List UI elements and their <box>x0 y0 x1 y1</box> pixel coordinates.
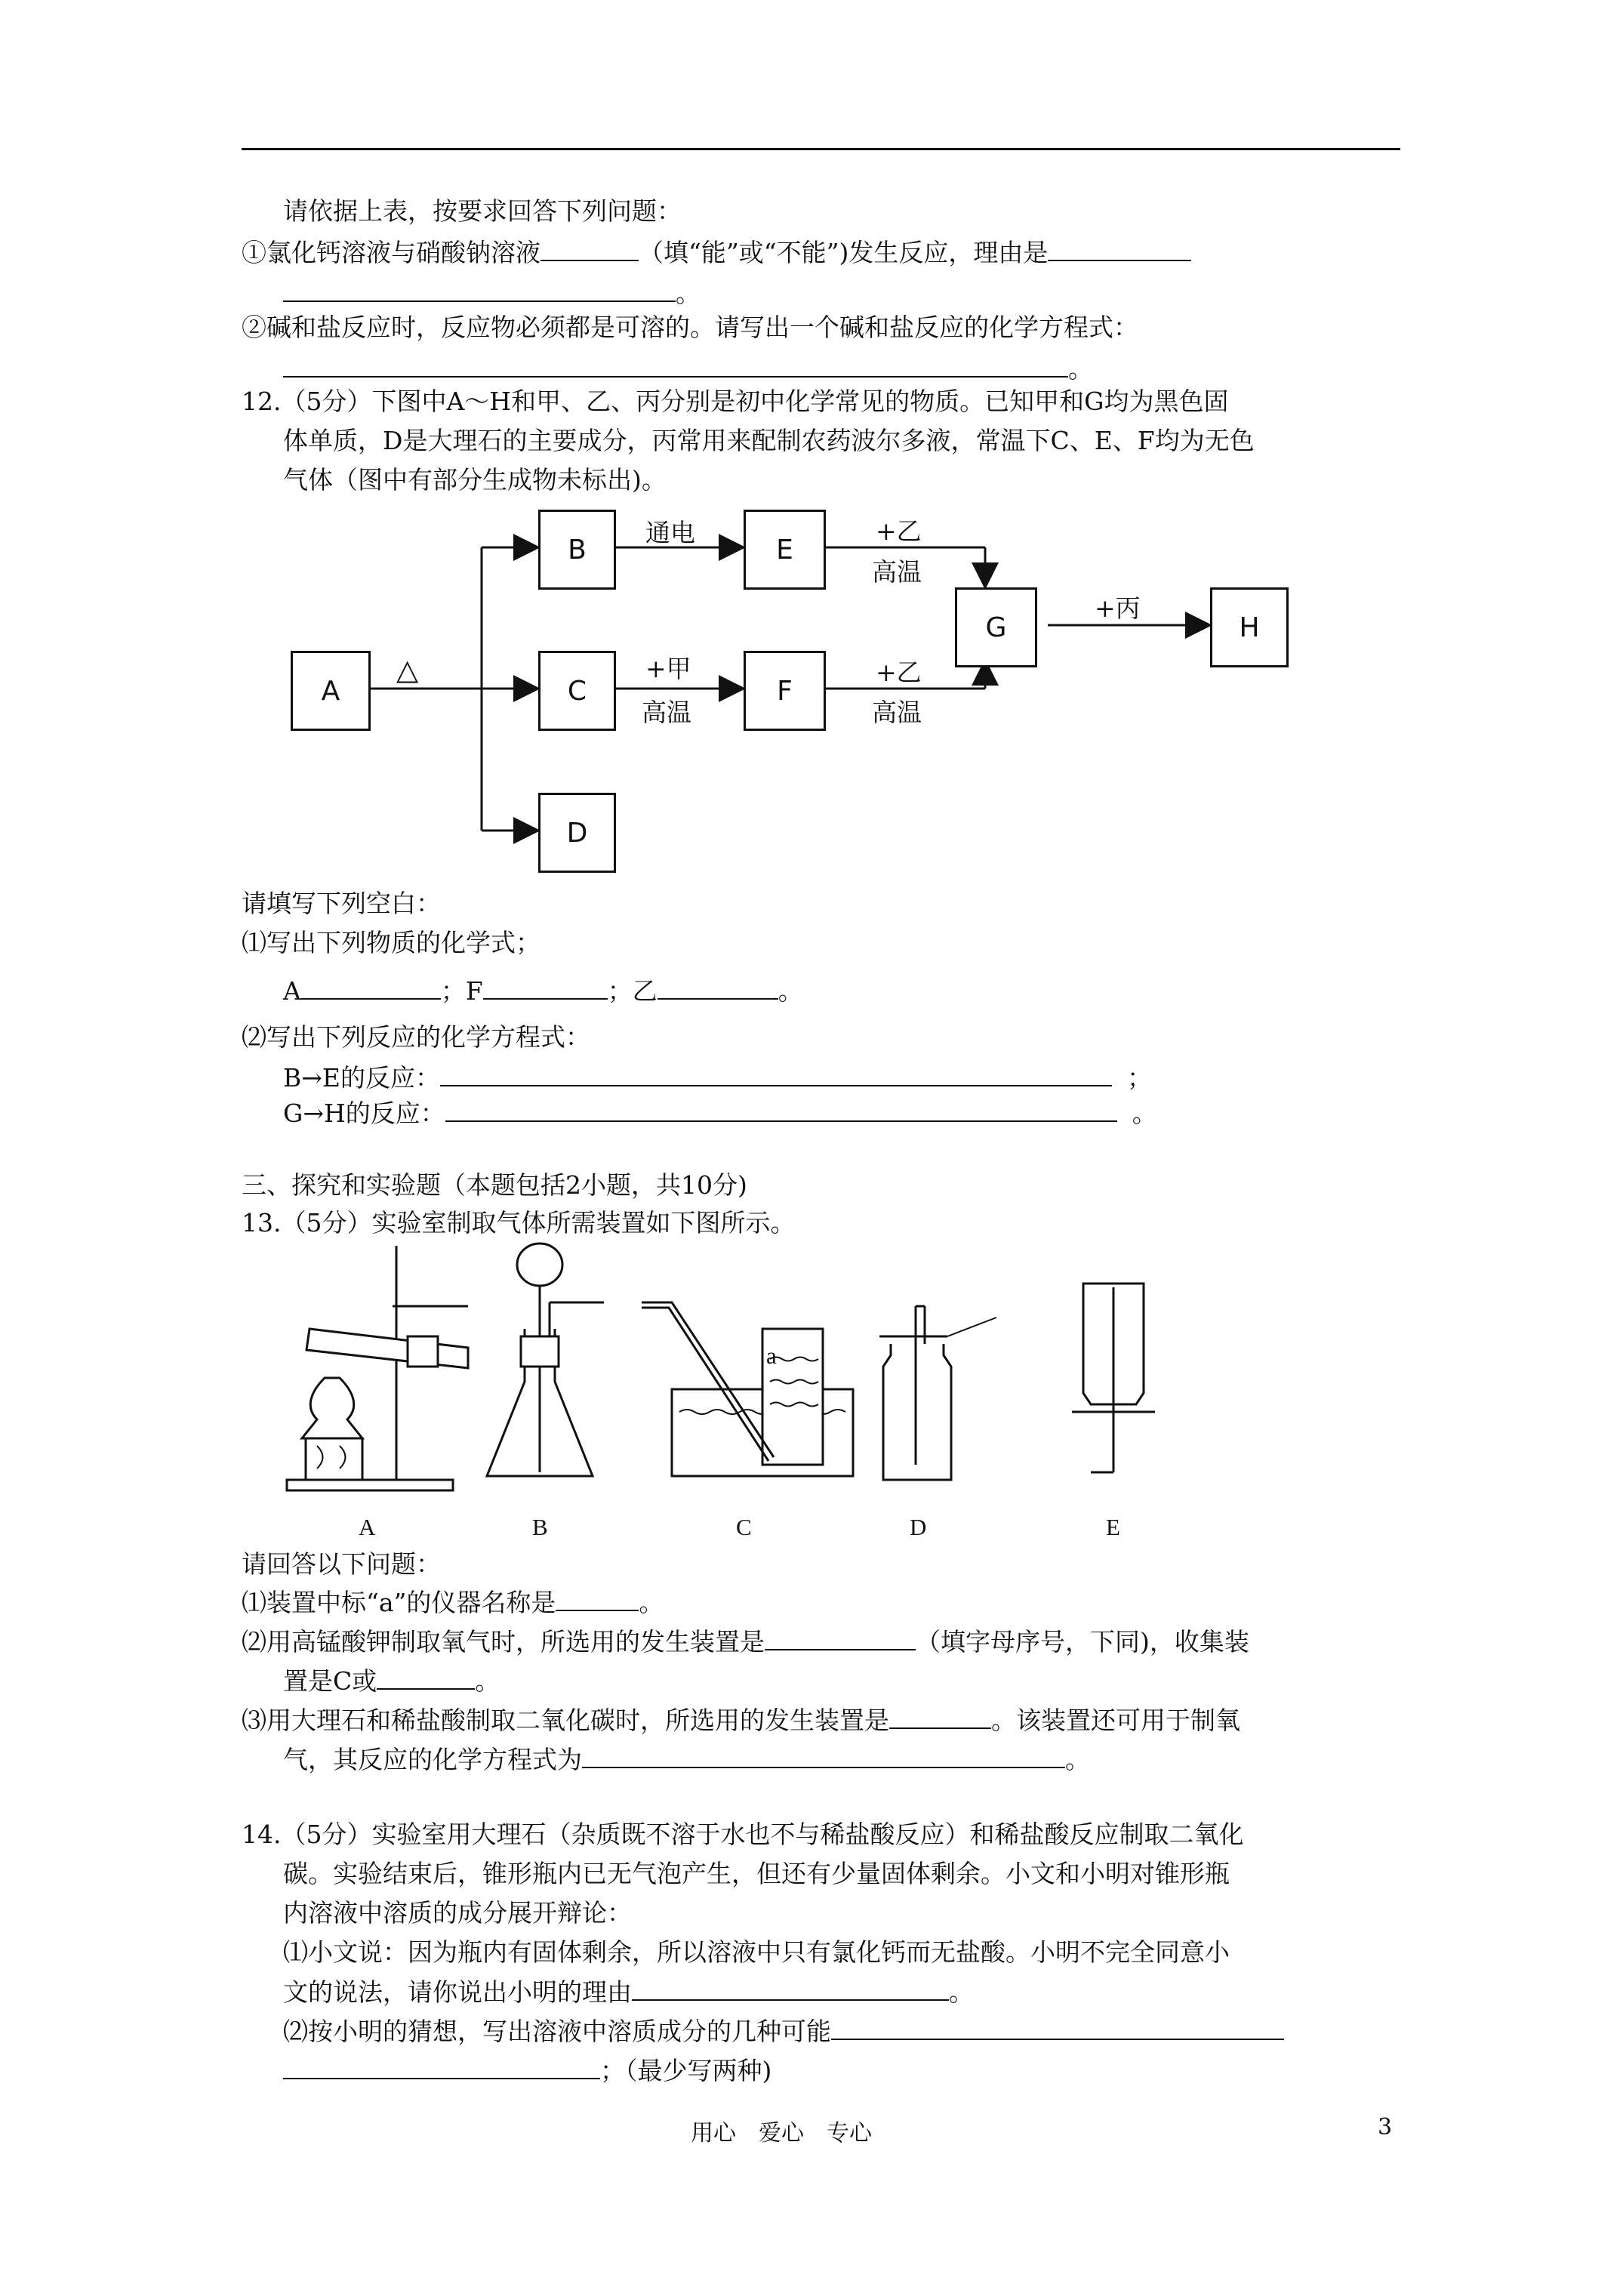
footer-motto: 用心 爱心 专心 <box>691 2120 872 2147</box>
q11-part1-text-a: ①氯化钙溶液与硝酸钠溶液 <box>242 238 540 267</box>
apparatus-a-drawing <box>287 1246 468 1490</box>
q12-stem-3: 气体（图中有部分生成物未标出)。 <box>283 465 667 495</box>
label-a: A <box>283 976 301 1006</box>
q12-sub2: ⑵写出下列反应的化学方程式： <box>242 1022 590 1052</box>
node-h: H <box>1210 587 1289 667</box>
q14-sub2-text: ⑵按小明的猜想，写出溶液中溶质成分的几种可能 <box>283 2017 831 2046</box>
answer-blank[interactable] <box>889 1703 991 1729</box>
period: 。 <box>475 1666 500 1696</box>
apparatus-d-drawing <box>879 1306 996 1480</box>
q13-sub3 <box>242 1703 1240 1737</box>
label-high-temp: 高温 <box>642 698 691 727</box>
period: 。 <box>1065 1745 1090 1774</box>
page-number: 3 <box>1378 2114 1393 2140</box>
q14-stem-1: 14.（5分）实验室用大理石（杂质既不溶于水也不与稀盐酸反应）和稀盐酸反应制取二氧化 <box>242 1820 1244 1849</box>
q11-part2-cont <box>283 352 1093 386</box>
period: 。 <box>949 1977 974 2007</box>
answer-blank[interactable] <box>440 1061 1112 1086</box>
answer-blank[interactable] <box>556 1586 639 1611</box>
period: 。 <box>639 1588 664 1617</box>
node-a: A <box>291 651 371 731</box>
label-electrolysis: 通电 <box>645 518 695 547</box>
node-d: D <box>538 793 616 873</box>
q14-sub1-text-b: 文的说法，请你说出小明的理由 <box>283 1977 632 2007</box>
apparatus-label-b: B <box>532 1514 548 1540</box>
node-b: B <box>538 510 616 590</box>
label-plus-bing: +丙 <box>1095 593 1141 623</box>
label-yi: ；乙 <box>607 976 658 1006</box>
answer-blank[interactable] <box>445 1096 1117 1122</box>
q13-stem: 13.（5分）实验室制取气体所需装置如下图所示。 <box>242 1208 796 1237</box>
apparatus-label-e: E <box>1106 1514 1120 1540</box>
answer-blank[interactable] <box>283 352 1068 378</box>
answer-blank[interactable] <box>831 2014 1284 2040</box>
answer-blank[interactable] <box>582 1743 1065 1768</box>
q13-sub3-text-b: 。该装置还可用于制氧 <box>991 1706 1240 1735</box>
answer-blank[interactable] <box>1048 236 1191 261</box>
header-rule <box>242 148 1400 150</box>
apparatus-label-c: C <box>736 1514 752 1540</box>
answer-blank[interactable] <box>765 1625 916 1650</box>
q12-fill-intro: 请填写下列空白： <box>242 889 441 918</box>
section-3-heading: 三、探究和实验题（本题包括2小题，共10分) <box>242 1170 747 1200</box>
period: 。 <box>1068 354 1093 384</box>
q13-sub1-text: ⑴装置中标“a”的仪器名称是 <box>242 1588 556 1617</box>
q13-sub1 <box>242 1586 664 1620</box>
q13-ask: 请回答以下问题： <box>242 1549 441 1579</box>
answer-blank[interactable] <box>301 974 441 1000</box>
apparatus-label-a: A <box>359 1514 376 1540</box>
label-f: ；F <box>440 976 483 1006</box>
label-high-temp: 高温 <box>872 698 922 727</box>
q13-sub2-cont <box>283 1664 500 1698</box>
q12-sub2-be <box>283 1061 1152 1095</box>
q13-sub2-text-c: 置是C或 <box>283 1666 377 1696</box>
label-plus-jia: +甲 <box>645 654 691 683</box>
q11-part1-text-b: （填“能”或“不能”)发生反应，理由是 <box>639 238 1049 267</box>
heat-symbol: △ <box>396 653 419 686</box>
q14-stem-3: 内溶液中溶质的成分展开辩论： <box>283 1898 632 1928</box>
answer-blank[interactable] <box>377 1664 475 1690</box>
q14-sub1: ⑴小文说：因为瓶内有固体剩余，所以溶液中只有氯化钙而无盐酸。小明不完全同意小 <box>283 1937 1230 1967</box>
answer-blank[interactable] <box>540 236 639 261</box>
answer-blank[interactable] <box>283 276 676 302</box>
answer-blank[interactable] <box>632 1975 949 2001</box>
q12-sub1-answers <box>283 974 803 1008</box>
apparatus-b-drawing <box>487 1244 604 1476</box>
answer-blank[interactable] <box>658 974 778 1000</box>
label-plus-yi: +乙 <box>876 658 922 687</box>
q13-sub3-text-c: 气，其反应的化学方程式为 <box>283 1745 582 1774</box>
label-high-temp: 高温 <box>872 557 922 587</box>
period: 。 <box>676 279 701 308</box>
q11-part2: ②碱和盐反应时，反应物必须都是可溶的。请写出一个碱和盐反应的化学方程式： <box>242 313 1138 342</box>
label-a-marker: a <box>766 1342 777 1369</box>
q12-stem-1: 12.（5分）下图中A～H和甲、乙、丙分别是初中化学常见的物质。已知甲和G均为黑色固 <box>242 387 1229 416</box>
q14-sub2-note: ；（最少写两种) <box>600 2056 772 2085</box>
q12-stem-2: 体单质，D是大理石的主要成分，丙常用来配制农药波尔多液，常温下C、E、F均为无色 <box>283 426 1255 455</box>
label-g-to-h: G→H的反应： <box>283 1099 445 1128</box>
apparatus-e-drawing <box>1072 1284 1155 1472</box>
node-c: C <box>538 651 616 731</box>
period: 。 <box>778 976 803 1006</box>
q13-sub3-cont <box>283 1743 1090 1777</box>
q13-sub2-text-a: ⑵用高锰酸钾制取氧气时，所选用的发生装置是 <box>242 1627 765 1657</box>
answer-blank[interactable] <box>483 974 608 1000</box>
q11-part1-cont <box>283 276 701 310</box>
q13-sub3-text-a: ⑶用大理石和稀盐酸制取二氧化碳时，所选用的发生装置是 <box>242 1706 889 1735</box>
q12-sub2-gh <box>283 1096 1157 1130</box>
q13-sub2 <box>242 1625 1249 1659</box>
q14-sub2 <box>283 2014 1284 2048</box>
answer-blank[interactable] <box>283 2054 600 2079</box>
q14-sub2-cont <box>283 2054 771 2088</box>
q14-sub1-cont <box>283 1975 974 2009</box>
q14-stem-2: 碳。实验结束后，锥形瓶内已无气泡产生，但还有少量固体剩余。小文和小明对锥形瓶 <box>283 1859 1230 1888</box>
label-plus-yi: +乙 <box>876 516 922 546</box>
apparatus-c-drawing <box>642 1302 853 1476</box>
label-b-to-e: B→E的反应： <box>283 1063 440 1093</box>
q13-sub2-text-b: （填字母序号，下同)，收集装 <box>916 1627 1249 1657</box>
reaction-flow-diagram <box>279 498 1298 883</box>
node-f: F <box>744 651 826 731</box>
period: 。 <box>1132 1099 1157 1128</box>
q11-part1 <box>242 236 1191 270</box>
lab-apparatus-figure <box>279 1231 1185 1548</box>
node-g: G <box>955 587 1037 667</box>
q12-sub1: ⑴写出下列物质的化学式； <box>242 928 540 957</box>
apparatus-label-d: D <box>910 1514 927 1540</box>
q11-intro: 请依据上表，按要求回答下列问题： <box>283 196 682 226</box>
apparatus-drawings <box>279 1231 1185 1548</box>
semicolon: ； <box>1127 1063 1152 1093</box>
node-e: E <box>744 510 826 590</box>
